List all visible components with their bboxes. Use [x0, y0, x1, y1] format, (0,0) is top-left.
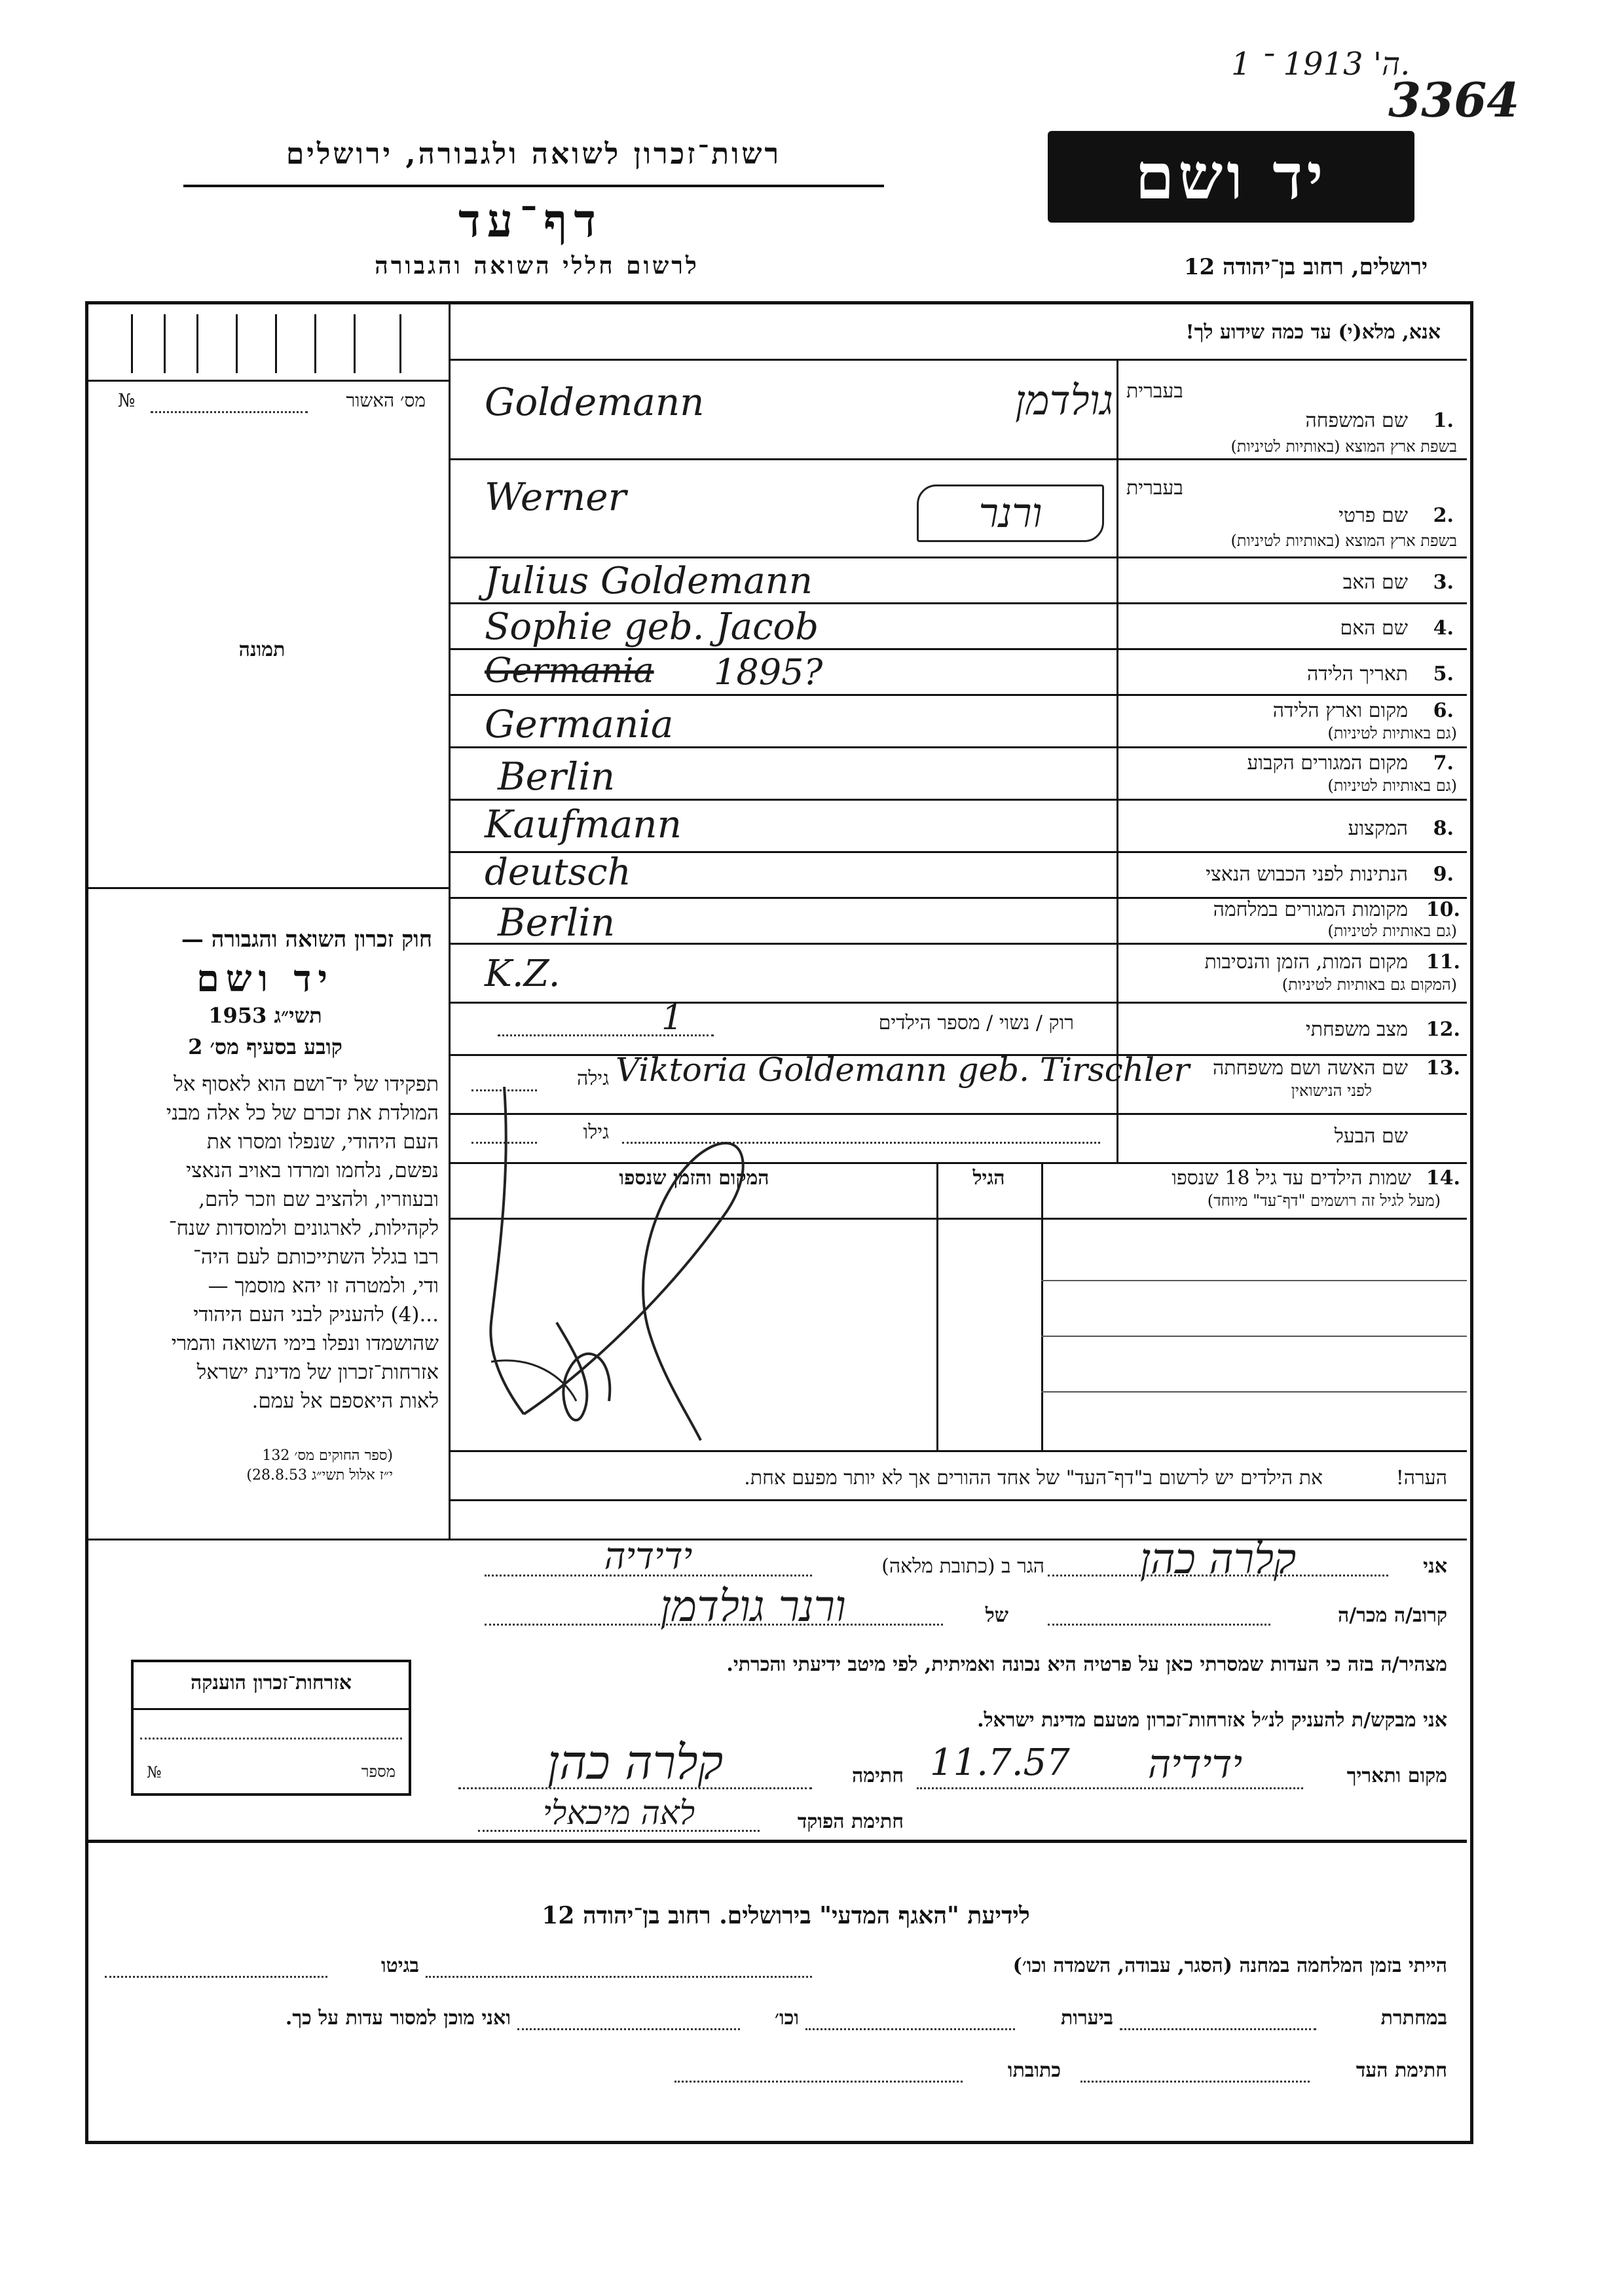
decl-relative-of: ורנר גולדמן	[660, 1581, 846, 1631]
field-8-value: Kaufmann	[485, 802, 682, 847]
decl-date: 11.7.57	[930, 1741, 1070, 1784]
authority-title: רשות־זכרון לשואה ולגבורה, ירושלים	[286, 137, 782, 171]
law-line: העם היהודי, שנפלו ומסרו את	[206, 1130, 439, 1154]
law-line: שהושמדו ונפלו בימי השואה והמרי	[171, 1332, 439, 1355]
marital-children-count: 1	[661, 998, 684, 1038]
law-line: המולדת את זכרם של כל אלה מבני	[166, 1101, 439, 1125]
field-11-label: מקום המות, הזמן והנסיבות	[1204, 951, 1408, 974]
yad-vashem-logo: יד ושם	[1048, 131, 1414, 223]
field-8-label: המקצוע	[1348, 817, 1408, 840]
field-1-hebrew-tag: בעברית	[1126, 380, 1183, 403]
field-7-value: Berlin	[498, 754, 616, 799]
decl-place: ידידיה	[1147, 1741, 1243, 1787]
decl-of-label: של	[985, 1604, 1008, 1627]
field-6-sub: (גם באותיות לטיניות)	[1327, 724, 1457, 742]
knowledge-line1: הייתי בזמן המלחמה במחנה (הסגר, עבודה, השמדה וכו׳)	[1012, 1954, 1447, 1977]
knowledge-forests: ביערות	[1060, 2007, 1113, 2030]
field-11-num: 11.	[1426, 951, 1460, 974]
knowledge-etc: וכו׳	[775, 2007, 799, 2030]
field-7-sub: (גם באותיות לטיניות)	[1327, 776, 1457, 795]
law-year: תשי״ג 1953	[208, 1003, 322, 1028]
field-13-label: שם האשה ושם משפחתה	[1212, 1057, 1408, 1080]
decl-request: אני מבקש/ת להעניק לנ״ל אזרחות־זכרון מטעם מדינת ישראל.	[977, 1709, 1447, 1732]
law-line: ודי, ולמטרה זו יהא מוסמך —	[208, 1274, 439, 1298]
decl-relative-label: קרוב/ה מכר/ה	[1338, 1604, 1447, 1627]
children-col-place: המקום והזמן שנספו	[619, 1167, 769, 1190]
field-11-value: K.Z.	[485, 953, 561, 995]
field-3-num: 3.	[1433, 571, 1454, 594]
field-2-num: 2.	[1433, 504, 1454, 527]
field-5-num: 5.	[1433, 663, 1454, 685]
law-line: רבו בגלל השתייכותם לעם היה־	[193, 1245, 439, 1269]
field-11-sub: (המקום גם באותיות לטיניות)	[1282, 975, 1457, 994]
children-sub: (מעל לגיל זה רושמים "דף־עד" מיוחד)	[1207, 1192, 1441, 1210]
field-7-label: מקום המגורים הקבוע	[1247, 752, 1408, 774]
field-6-value: Germania	[485, 702, 674, 746]
field-10-value: Berlin	[498, 900, 616, 945]
form-title: דף־עד	[458, 193, 602, 247]
citizenship-box	[131, 1660, 411, 1796]
corner-number: 3364	[1388, 72, 1520, 128]
decl-signature-label: חתימה	[852, 1764, 904, 1787]
photo-label: תמונה	[238, 638, 286, 661]
law-line: לאות היאספם אל עמם.	[251, 1389, 439, 1413]
decl-name: קלרה כהן	[1139, 1535, 1297, 1584]
law-line: אזרחות־זכרון של מדינת ישראל	[196, 1360, 439, 1384]
field-3-value: Julius Goldemann	[485, 560, 813, 602]
field-4-label: שם האם	[1340, 617, 1408, 640]
field-4-value: Sophie geb. Jacob	[485, 606, 819, 648]
field-13-sub: לפני הנישואין	[1291, 1082, 1372, 1100]
children-col-age: הגיל	[972, 1167, 1005, 1190]
field-5-struck: Germania	[485, 651, 654, 691]
field-14-num: 14.	[1426, 1167, 1460, 1190]
decl-address: ידידיה	[604, 1535, 693, 1578]
field-1-num: 1.	[1433, 409, 1454, 432]
law-title: חוק זכרון השואה והגבורה —	[181, 926, 432, 953]
field-6-num: 6.	[1433, 699, 1454, 722]
handwritten-scribble	[452, 1048, 950, 1467]
marital-options: רוק / נשוי / מספר הילדים	[878, 1011, 1074, 1034]
field-10-num: 10.	[1426, 898, 1460, 921]
law-line: לקהילות, לארגונים ולמוסדות שנח־	[168, 1216, 439, 1240]
knowledge-witness-sig: חתימת העד	[1356, 2059, 1447, 2082]
decl-resides-label: הגר ב (כתובת מלאה)	[881, 1555, 1044, 1578]
law-ref: י״ז אלול תשי״ג 28.8.53)	[246, 1467, 393, 1484]
decl-i-label: אני	[1423, 1555, 1447, 1578]
corner-note: ה' 1913 ־ 1.	[1231, 46, 1411, 82]
knowledge-ready: ואני מוכן למסור עדות על כך.	[285, 2007, 511, 2030]
law-name: יד ושם	[196, 957, 335, 1000]
husband-age-label: גילו	[583, 1121, 609, 1144]
husband-label: שם הבעל	[1334, 1125, 1408, 1148]
field-2-hebrew-tag: בעברית	[1126, 477, 1183, 500]
decl-place-date-label: מקום ותאריך	[1346, 1764, 1447, 1787]
decl-signature: קלרה כהן	[547, 1735, 724, 1790]
field-13-num: 13.	[1426, 1057, 1460, 1080]
field-10-label: מקומות המגורים במלחמה	[1213, 898, 1408, 921]
form-subtitle: לרשום חללי השואה והגבורה	[375, 252, 699, 280]
law-line: תפקידו של יד־ושם הוא לאסוף אל	[174, 1072, 439, 1096]
field-1-value-latin: Goldemann	[485, 380, 705, 424]
field-2-value-hebrew: ורנר	[917, 484, 1104, 542]
law-line: ...(4) להעניק לבני העם היהודי	[193, 1303, 439, 1326]
field-7-num: 7.	[1433, 752, 1454, 774]
knowledge-address-label: כתובתו	[1007, 2059, 1061, 2082]
field-1-sub: בשפת ארץ המוצא (באותיות לטיניות)	[1230, 437, 1457, 456]
field-8-num: 8.	[1433, 817, 1454, 840]
citizenship-title: אזרחות־זכרון הוענקה	[190, 1671, 352, 1694]
field-10-sub: (גם באותיות לטיניות)	[1327, 922, 1457, 940]
field-4-num: 4.	[1433, 617, 1454, 640]
field-1-label: שם המשפחה	[1305, 409, 1408, 432]
field-2-sub: בשפת ארץ המוצא (באותיות לטיניות)	[1230, 532, 1457, 550]
field-12-label: מצב משפחתי	[1305, 1018, 1408, 1041]
field-9-num: 9.	[1433, 863, 1454, 886]
header-address: ירושלים, רחוב בן־יהודה 12	[1183, 254, 1428, 280]
field-5-value: 1895?	[714, 651, 823, 693]
knowledge-ghetto: בגיטו	[380, 1954, 419, 1977]
field-5-label: תאריך הלידה	[1306, 663, 1408, 685]
citizenship-number-label: מספר	[361, 1762, 396, 1781]
field-9-value: deutsch	[485, 851, 631, 894]
law-section: קובע בסעיף מס׳ 2	[188, 1034, 342, 1059]
field-3-label: שם האב	[1342, 571, 1408, 594]
field-2-value-latin: Werner	[485, 475, 627, 519]
knowledge-title: לידיעת "האגף המדעי" בירושלים. רחוב בן־יהודה 12	[542, 1902, 1030, 1929]
field-2-label: שם פרטי	[1338, 504, 1408, 527]
instruction: אנא, מלא(י) עד כמה שידוע לך!	[1185, 321, 1441, 344]
knowledge-underground: במחתרת	[1380, 2007, 1447, 2030]
law-line: נפשם, נלחמו ומרדו באויב הנאצי	[186, 1159, 439, 1182]
approval-label: מס׳ האשור	[346, 390, 426, 411]
children-label: שמות הילדים עד גיל 18 שנספו	[1172, 1167, 1411, 1190]
spouse-age-label: גילה	[576, 1067, 609, 1090]
law-line: ובעוזריו, ולהציב שם וזכר להם,	[198, 1188, 439, 1211]
law-ref: (ספר החוקים מס׳ 132	[262, 1448, 393, 1464]
decl-officer-label: חתימת הפוקד	[797, 1810, 904, 1833]
citizenship-no-sign: №	[147, 1763, 162, 1781]
note-label: הערה!	[1395, 1467, 1447, 1489]
field-1-value-hebrew: גולדמן	[1015, 376, 1113, 424]
note-text: את הילדים יש לרשום ב"דף־העד" של אחד ההורים אך לא יותר מפעם אחת.	[744, 1467, 1323, 1489]
decl-officer-signature: לאה מיכאלי	[542, 1794, 695, 1832]
approval-no-sign: №	[118, 390, 136, 411]
field-12-num: 12.	[1426, 1018, 1460, 1041]
decl-statement: מצהיר/ה בזה כי העדות שמסרתי כאן על פרטיה היא נכונה ואמיתית, לפי מיטב ידיעתי והכרתי.	[726, 1653, 1447, 1676]
field-9-label: הנתינות לפני הכבוש הנאצי	[1206, 863, 1408, 886]
field-6-label: מקום וארץ הלידה	[1272, 699, 1408, 722]
spouse-value: Viktoria Goldemann geb. Tirschler	[616, 1051, 1190, 1089]
